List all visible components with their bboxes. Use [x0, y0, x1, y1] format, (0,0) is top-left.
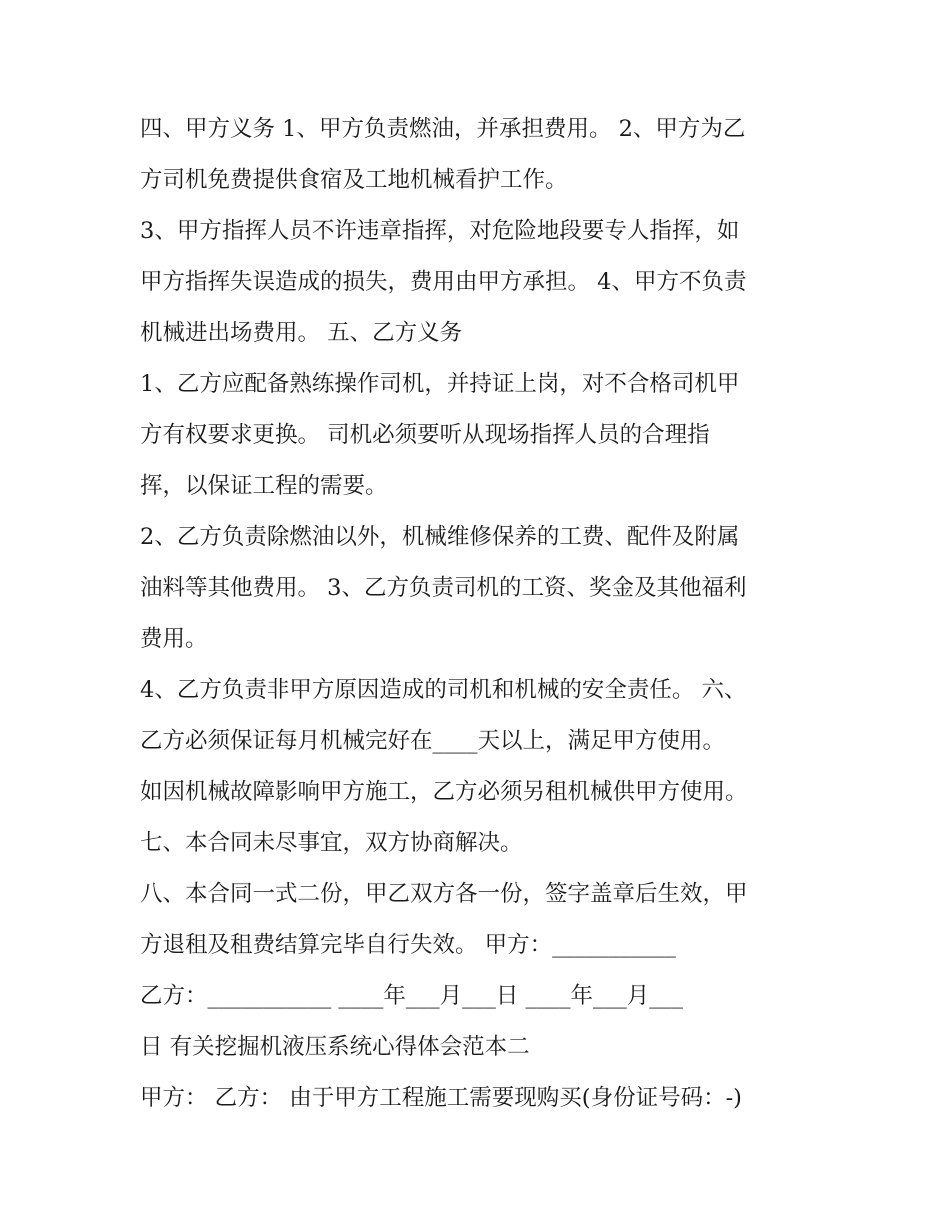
text-line: 乙方：___________ ____年___月___日 ____年___月___ — [140, 983, 684, 1009]
text-line: 四、甲方义务 1、甲方负责燃油，并承担费用。 2、甲方为乙 — [140, 116, 746, 142]
contract-text — [140, 104, 820, 1124]
text-line: 4、乙方负责非甲方原因造成的司机和机械的安全责任。 六、 — [140, 677, 747, 703]
text-line: 挥，以保证工程的需要。 — [140, 473, 388, 499]
text-line: 甲方指挥失误造成的损失，费用由甲方承担。 4、甲方不负责 — [140, 269, 747, 295]
text-line: 油料等其他费用。 3、乙方负责司机的工资、奖金及其他福利 — [140, 575, 747, 601]
text-line: 八、本合同一式二份，甲乙双方各一份，签字盖章后生效，甲 — [140, 881, 748, 907]
text-line: 方有权要求更换。 司机必须要听从现场指挥人员的合理指 — [140, 422, 710, 448]
text-line: 机械进出场费用。 五、乙方义务 — [140, 320, 463, 346]
text-line: 七、本合同未尽事宜，双方协商解决。 — [140, 830, 523, 856]
text-line: 乙方必须保证每月机械完好在____天以上，满足甲方使用。 — [140, 728, 726, 754]
text-line: 方退租及租费结算完毕自行失效。 甲方：___________ — [140, 932, 676, 958]
text-line: 方司机免费提供食宿及工地机械看护工作。 — [140, 167, 568, 193]
text-line: 甲方： 乙方： 由于甲方工程施工需要现购买(身份证号码：-) — [140, 1085, 742, 1111]
text-line: 2、乙方负责除燃油以外，机械维修保养的工费、配件及附属 — [140, 524, 740, 550]
text-line: 3、甲方指挥人员不许违章指挥，对危险地段要专人指挥，如 — [140, 218, 740, 244]
text-line: 费用。 — [140, 626, 208, 652]
text-line: 1、乙方应配备熟练操作司机，并持证上岗，对不合格司机甲 — [140, 371, 740, 397]
text-line: 日 有关挖掘机液压系统心得体会范本二 — [140, 1034, 530, 1060]
text-line: 如因机械故障影响甲方施工，乙方必须另租机械供甲方使用。 — [140, 779, 748, 805]
